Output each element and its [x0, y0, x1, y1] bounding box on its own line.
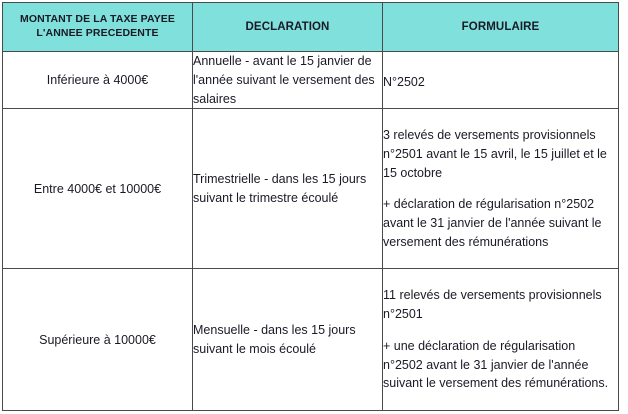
cell-formulaire [383, 109, 619, 269]
formulaire-paragraph: + déclaration de régularisation n°2502 avant le 31 janvier de l'année suivant le versement des rémunérations [383, 197, 602, 249]
tax-declaration-table [2, 2, 619, 411]
column-header-declaration: DECLARATION [193, 3, 383, 52]
cell-declaration: Annuelle - avant le 15 janvier de l'année suivant le versement des salaires [193, 52, 383, 109]
formulaire-paragraph: 11 relevés de versements provisionnels n°2501 [383, 288, 602, 322]
cell-amount: Entre 4000€ et 10000€ [3, 109, 193, 269]
cell-amount: Supérieure à 10000€ [3, 269, 193, 411]
table-header-row [3, 3, 619, 52]
cell-amount: Inférieure à 4000€ [3, 52, 193, 109]
cell-declaration: Trimestrielle - dans les 15 jours suivant le trimestre écoulé [193, 109, 383, 269]
table-row [3, 269, 619, 411]
cell-formulaire [383, 269, 619, 411]
formulaire-paragraph: N°2502 [383, 74, 425, 89]
table-header [3, 3, 619, 52]
column-header-formulaire: FORMULAIRE [383, 3, 619, 52]
cell-declaration: Mensuelle - dans les 15 jours suivant le mois écoulé [193, 269, 383, 411]
table-row [3, 52, 619, 109]
table-body [3, 52, 619, 411]
tax-declaration-table-container [2, 2, 618, 411]
cell-formulaire [383, 52, 619, 109]
formulaire-paragraph: + une déclaration de régularisation n°2502 avant le 31 janvier de l'année suivant le versement des rémunérations. [383, 338, 609, 391]
table-row [3, 109, 619, 269]
column-header-montant: MONTANT DE LA TAXE PAYEE L'ANNEE PRECEDENTE [3, 3, 193, 52]
formulaire-paragraph: 3 relevés de versements provisionnels n°2501 avant le 15 avril, le 15 juillet et le 15 octobre [383, 128, 607, 180]
